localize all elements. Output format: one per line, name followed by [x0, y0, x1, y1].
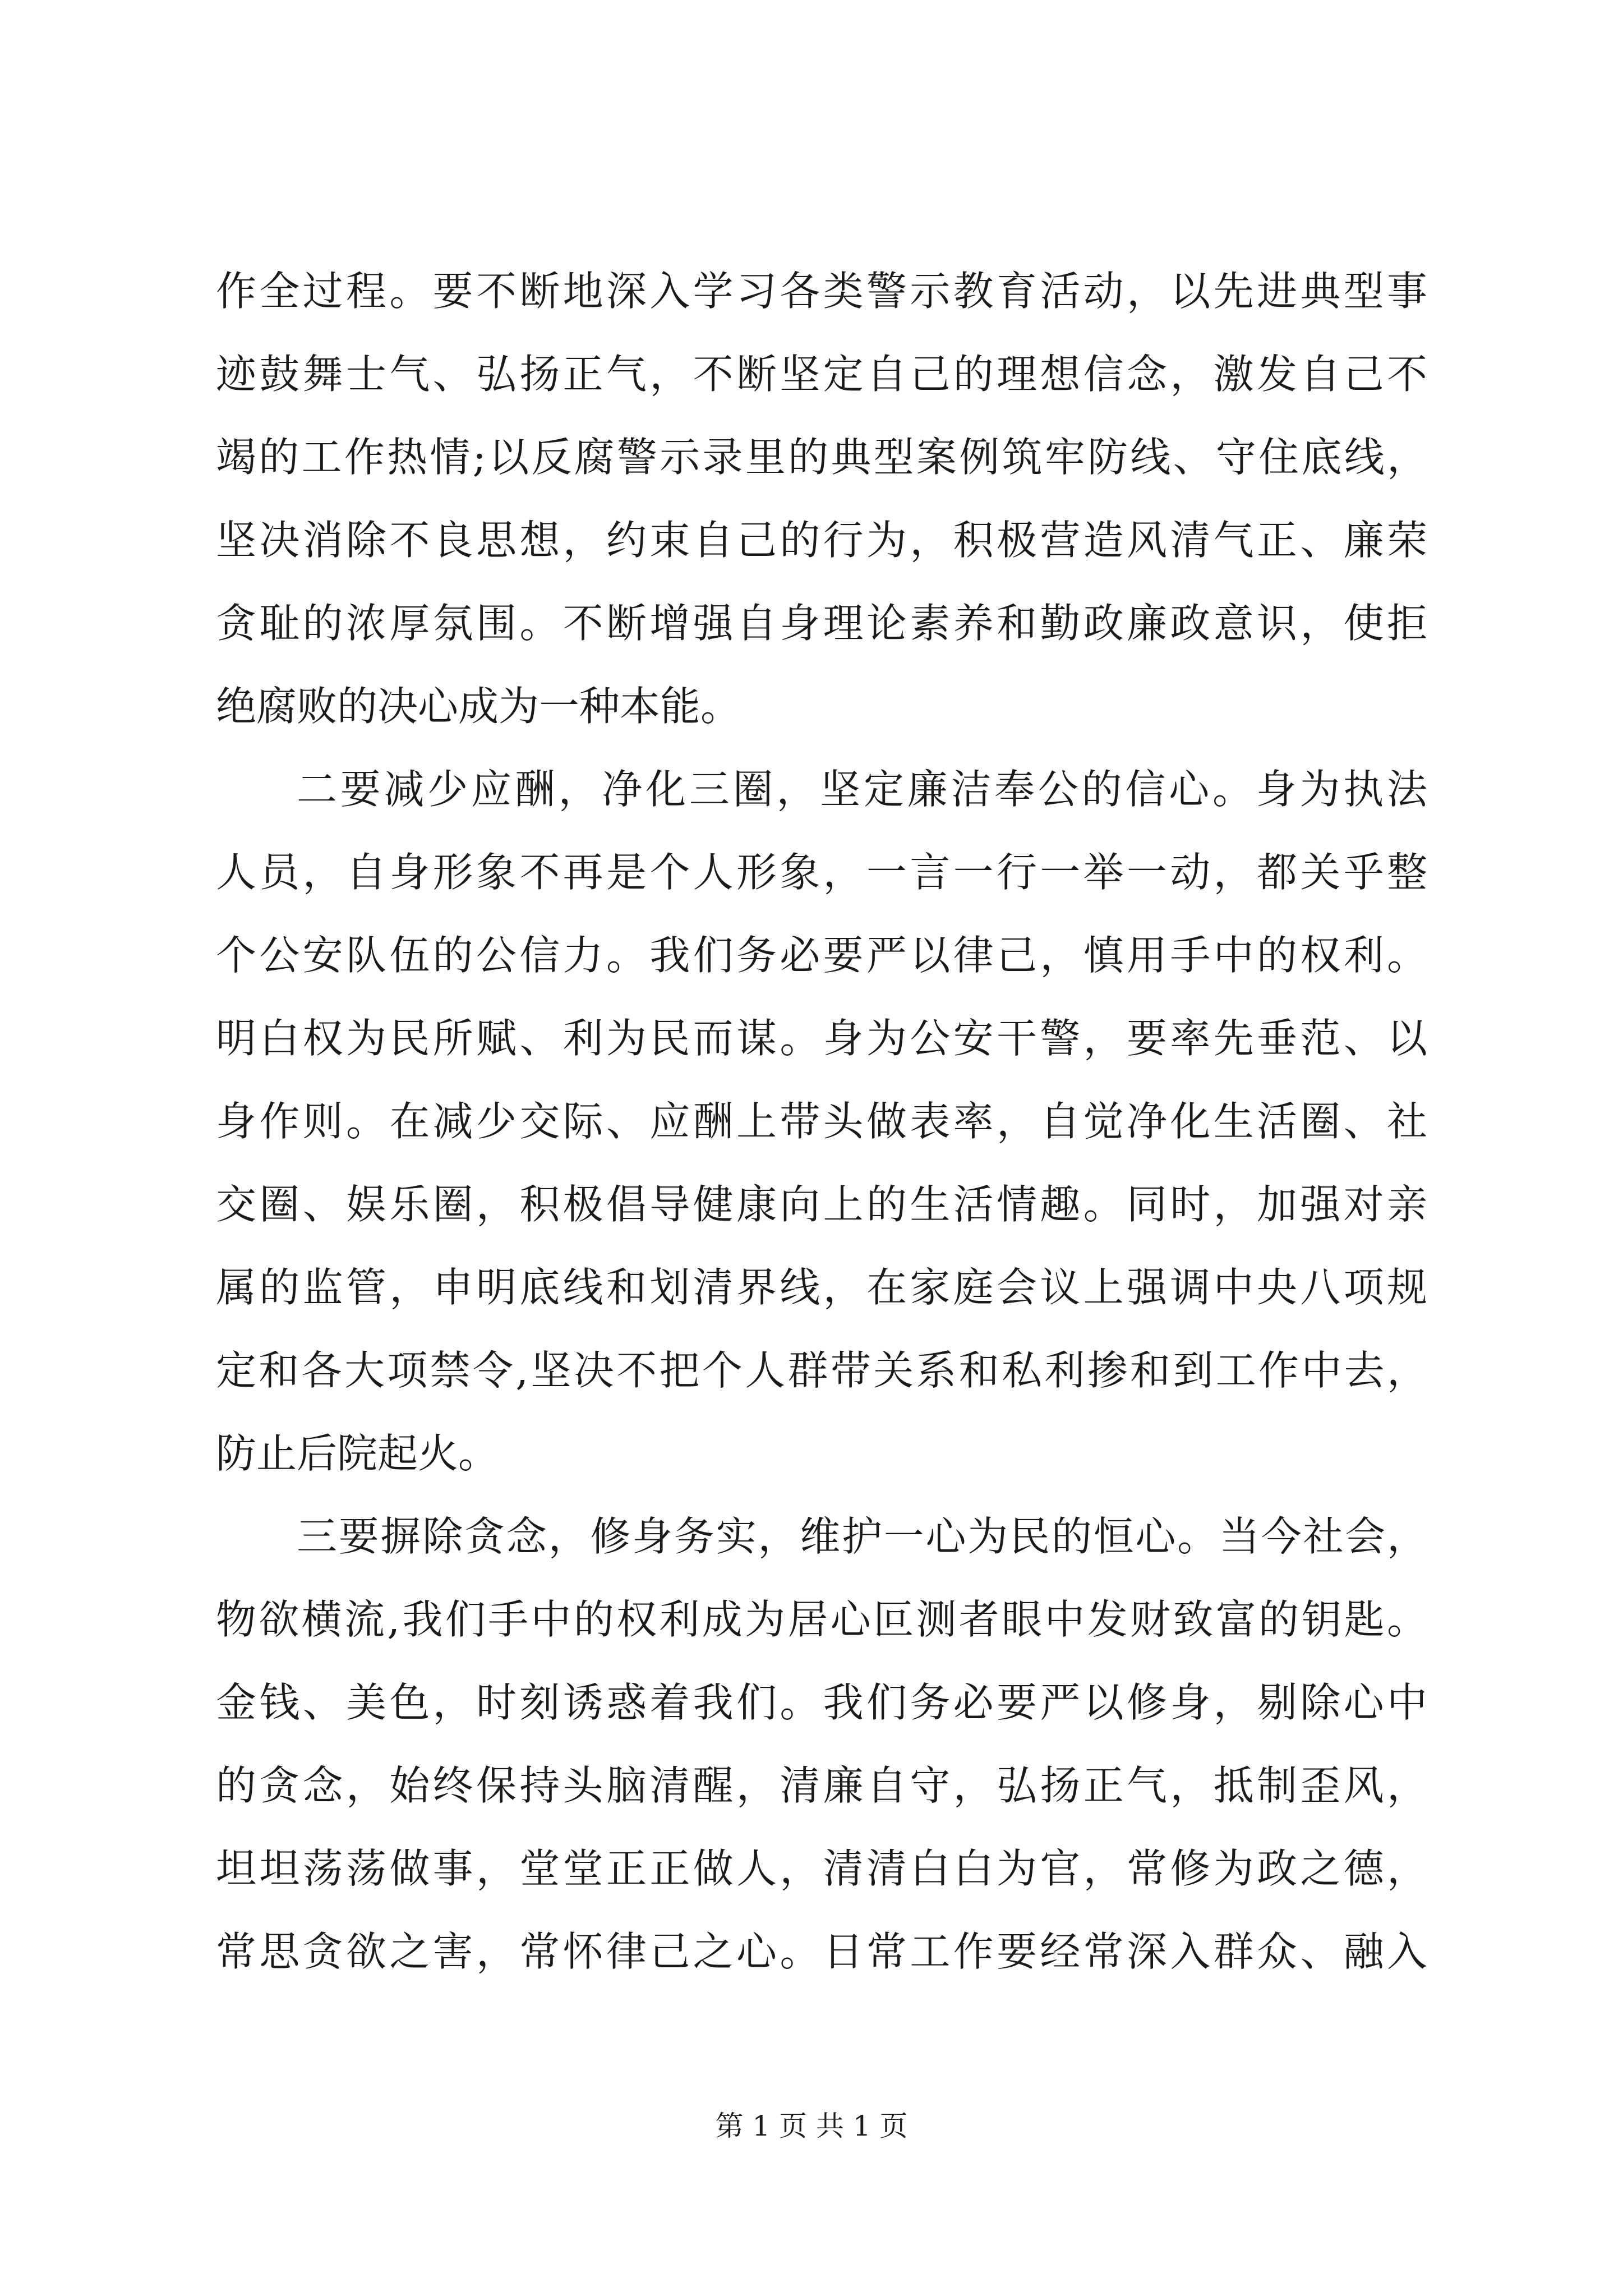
paragraph-last-line: 防止后院起火。: [216, 1430, 499, 1477]
text-line: 个公安队伍的公信力。我们务必要严以律己，慎用手中的权利。: [216, 932, 1427, 979]
text-line: 交圈、娱乐圈，积极倡导健康向上的生活情趣。同时，加强对亲: [216, 1181, 1427, 1228]
text-line: 人员，自身形象不再是个人形象，一言一行一举一动，都关乎整: [216, 849, 1427, 896]
page-number-label: 第 1 页 共 1 页: [715, 2110, 908, 2142]
paragraph-first-line: 二要减少应酬，净化三圈，坚定廉洁奉公的信心。身为执法: [297, 766, 1427, 813]
text-line: 竭的工作热情;以反腐警示录里的典型案例筑牢防线、守住底线，: [216, 434, 1427, 481]
paragraph-first-line: 三要摒除贪念，修身务实，维护一心为民的恒心。当今社会，: [297, 1513, 1427, 1560]
text-line: 的贪念，始终保持头脑清醒，清廉自守，弘扬正气，抵制歪风，: [216, 1762, 1427, 1809]
text-line: 贪耻的浓厚氛围。不断增强自身理论素养和勤政廉政意识，使拒: [216, 600, 1427, 647]
text-line: 物欲横流,我们手中的权利成为居心叵测者眼中发财致富的钥匙。: [216, 1596, 1427, 1643]
document-body: [216, 250, 1427, 1993]
text-line: 坚决消除不良思想，约束自己的行为，积极营造风清气正、廉荣: [216, 517, 1427, 564]
page-footer: [0, 2109, 1623, 2143]
text-line: 坦坦荡荡做事，堂堂正正做人，清清白白为官，常修为政之德，: [216, 1845, 1427, 1892]
text-line: 常思贪欲之害，常怀律己之心。日常工作要经常深入群众、融入: [216, 1928, 1427, 1975]
text-line: 身作则。在减少交际、应酬上带头做表率，自觉净化生活圈、社: [216, 1098, 1427, 1145]
paragraph-last-line: 绝腐败的决心成为一种本能。: [216, 683, 741, 730]
text-line: 定和各大项禁令,坚决不把个人群带关系和私利掺和到工作中去，: [216, 1347, 1427, 1394]
text-line: 属的监管，申明底线和划清界线，在家庭会议上强调中央八项规: [216, 1264, 1427, 1311]
text-line: 金钱、美色，时刻诱惑着我们。我们务必要严以修身，剔除心中: [216, 1679, 1427, 1726]
text-line: 作全过程。要不断地深入学习各类警示教育活动，以先进典型事: [216, 268, 1427, 315]
text-line: 明白权为民所赋、利为民而谋。身为公安干警，要率先垂范、以: [216, 1015, 1427, 1062]
text-line: 迹鼓舞士气、弘扬正气，不断坚定自己的理想信念，激发自己不: [216, 351, 1427, 398]
